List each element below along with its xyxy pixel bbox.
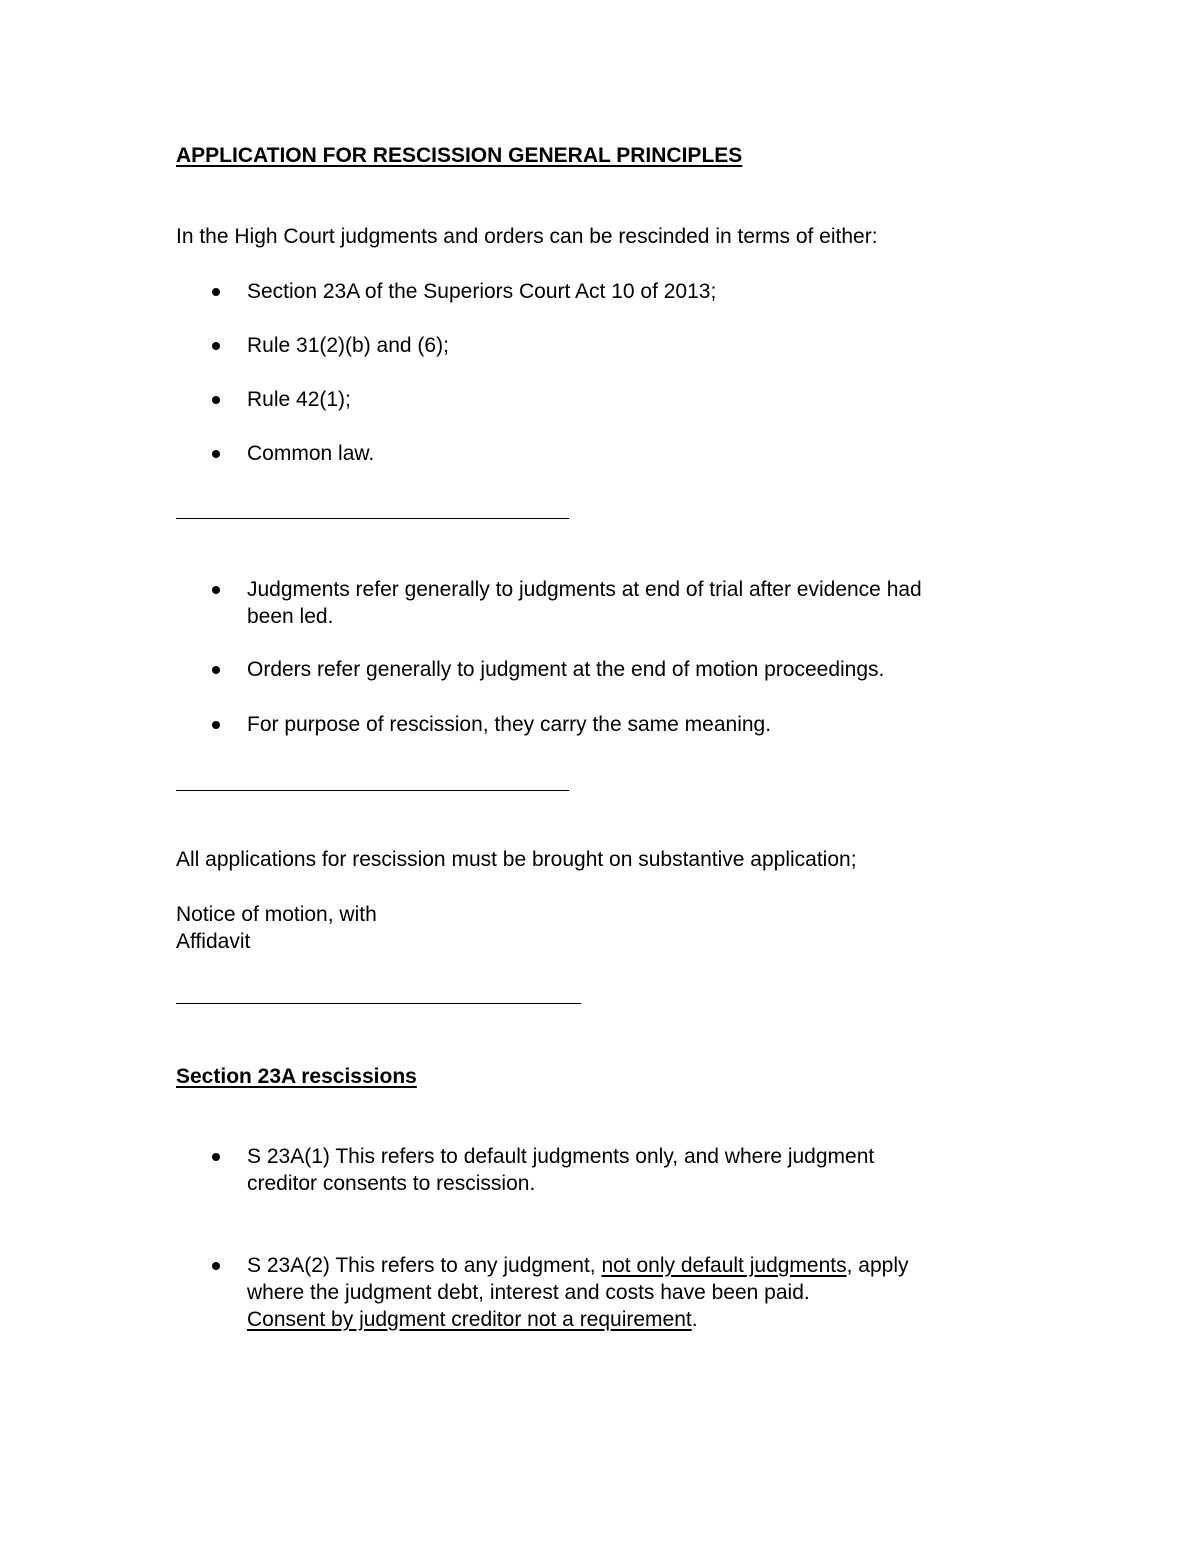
list-item: Rule 42(1); (247, 388, 351, 411)
list-item-purpose: For purpose of rescission, they carry the same meaning. (247, 713, 772, 736)
list-item-line (247, 1252, 909, 1279)
underlined-phrase: not only default judgments (601, 1254, 847, 1277)
list-item-line: creditor consents to rescission. (247, 1172, 536, 1195)
list-item: Rule 31(2)(b) and (6); (247, 334, 449, 357)
list-item-orders: Orders refer generally to judgment at the end of motion proceedings. (247, 658, 885, 681)
bullet-icon (212, 1262, 220, 1270)
consent-period: . (691, 1308, 698, 1331)
affidavit: Affidavit (176, 930, 251, 953)
bullet-icon (212, 288, 220, 296)
bullet-icon (212, 396, 220, 404)
notice-of-motion: Notice of motion, with (176, 903, 377, 926)
s23a2-prefix: S 23A(2) This refers to any judgment, (247, 1254, 602, 1277)
s23a2-suffix: , apply (846, 1254, 909, 1277)
list-item: Section 23A of the Superiors Court Act 10 of 2013; (247, 280, 717, 303)
list-item-line: where the judgment debt, interest and costs have been paid. (247, 1281, 810, 1304)
list-item-judgments (247, 576, 922, 630)
divider (176, 790, 569, 791)
bullet-icon (212, 721, 220, 729)
section-heading: Section 23A rescissions (176, 1065, 417, 1088)
page-title: APPLICATION FOR RESCISSION GENERAL PRINCIPLES (176, 144, 743, 167)
list-item-line (247, 1306, 909, 1333)
bullet-icon (212, 450, 220, 458)
intro-paragraph: In the High Court judgments and orders can be rescinded in terms of either: (176, 225, 878, 248)
list-item-line: been led. (247, 605, 334, 628)
procedure-statement: All applications for rescission must be brought on substantive application; (176, 848, 857, 871)
list-item-line: S 23A(1) This refers to default judgments only, and where judgment (247, 1145, 875, 1168)
list-item-line: Judgments refer generally to judgments at end of trial after evidence had (247, 578, 922, 601)
bullet-icon (212, 342, 220, 350)
consent-note: Consent by judgment creditor not a requirement (247, 1308, 692, 1331)
divider (176, 1003, 581, 1004)
list-item-s23a1 (247, 1143, 874, 1197)
list-item-s23a2 (247, 1252, 909, 1333)
divider (176, 518, 569, 519)
bullet-icon (212, 586, 220, 594)
list-item: Common law. (247, 442, 375, 465)
bullet-icon (212, 1153, 220, 1161)
bullet-icon (212, 666, 220, 674)
